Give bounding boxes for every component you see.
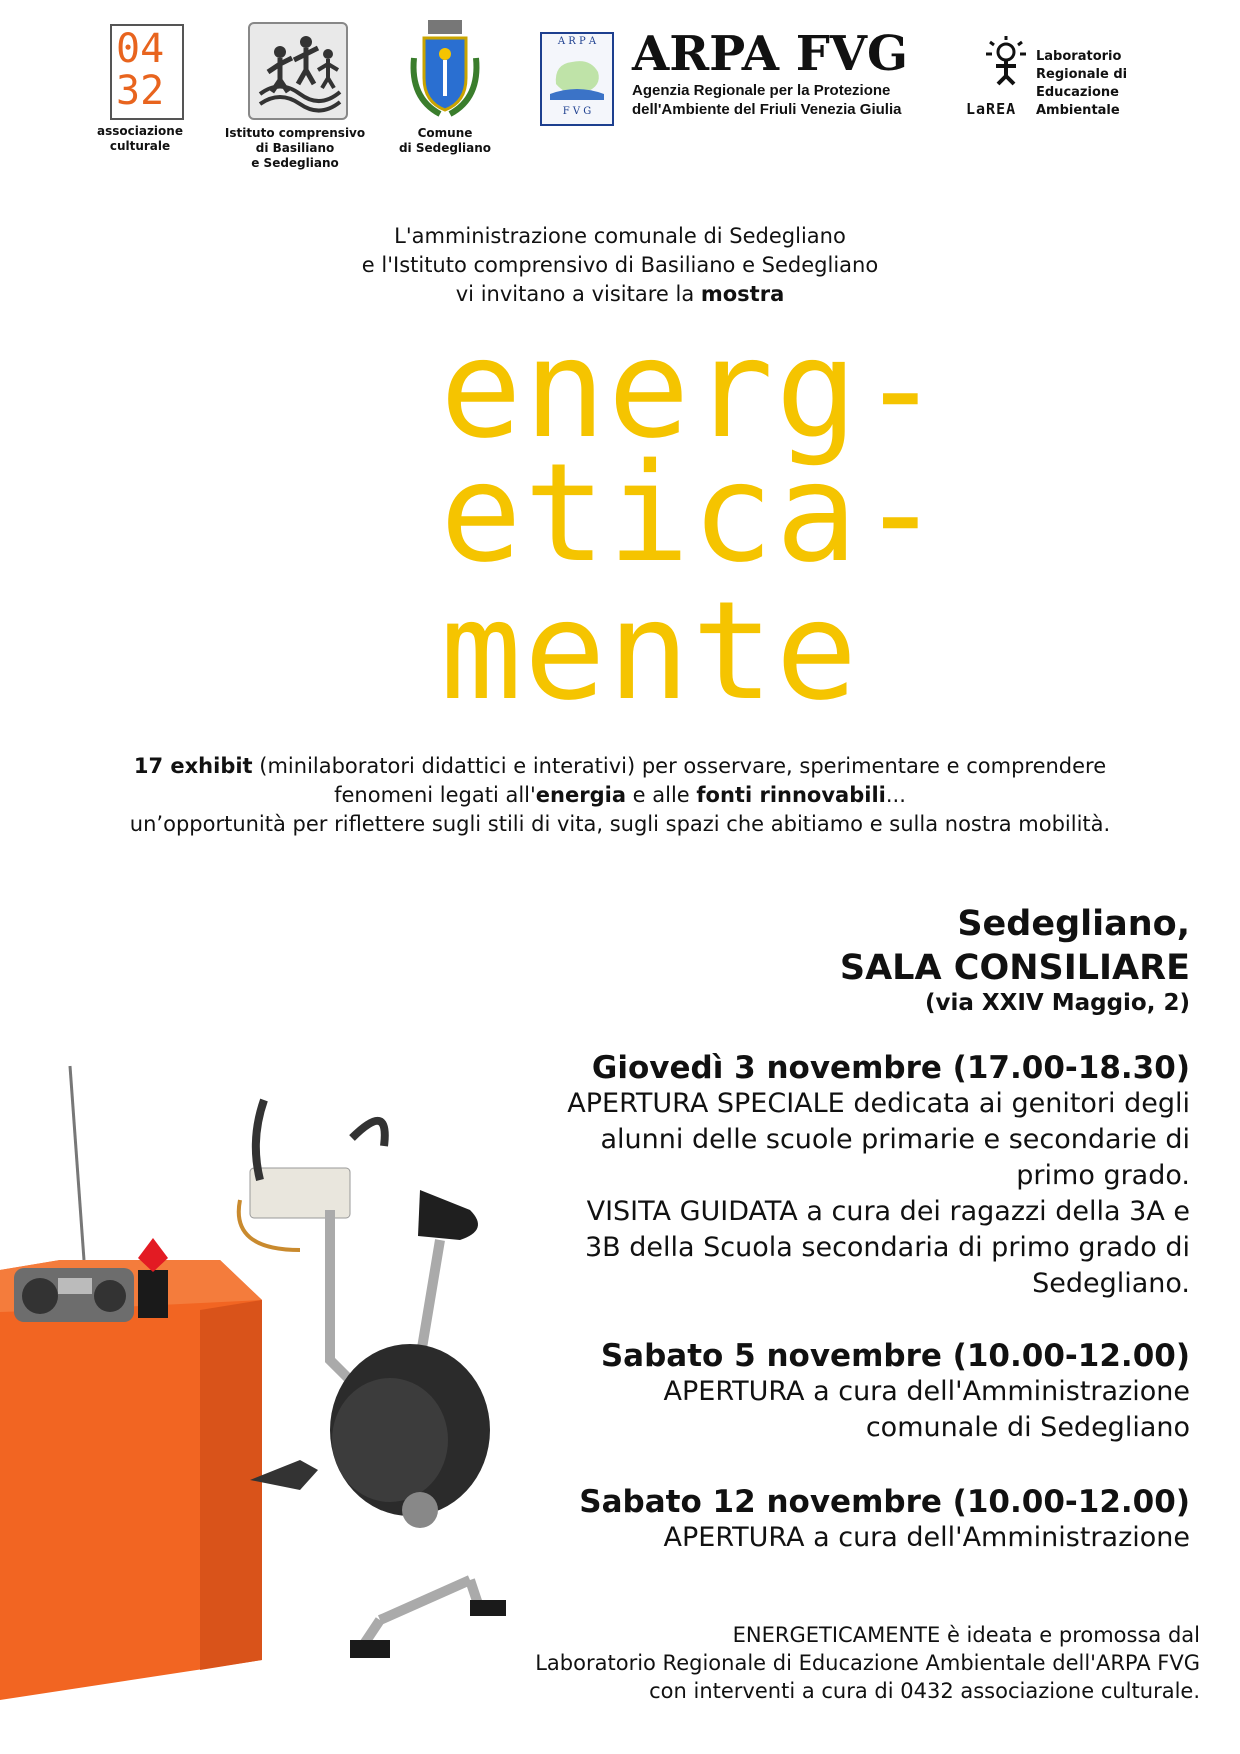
sun-figure-icon (966, 34, 1046, 86)
description-l2-e: ... (885, 783, 906, 807)
credits-line3: con interventi a cura di 0432 associazione culturale. (649, 1679, 1200, 1703)
title-line-2: etica- (440, 435, 944, 593)
logo-0432-caption: associazione culturale (97, 124, 183, 153)
intro-line3-text: vi invitano a visitare la (455, 282, 701, 306)
event-3-line: APERTURA a cura dell'Amministrazione (663, 1522, 1190, 1553)
event-3-date: Sabato 12 novembre (10.00-12.00) (579, 1484, 1190, 1520)
venue-city: Sedegliano, (957, 904, 1190, 944)
logo-istituto (248, 22, 348, 120)
title-line-1: energ- (440, 311, 944, 469)
arpa-title: ARPA FVG (632, 26, 908, 82)
logo-comune-caption: Comune di Sedegliano (398, 126, 492, 155)
logo-0432-mark-top: 04 (116, 26, 165, 72)
larea-line1: Laboratorio (1036, 49, 1122, 64)
larea-line3: Educazione (1036, 85, 1119, 100)
event-1-line: primo grado. (1016, 1160, 1190, 1191)
description-l2-fonti: fonti rinnovabili (696, 783, 886, 807)
coat-of-arms-icon (402, 18, 488, 122)
arpa-line1: Agenzia Regionale per la Protezione (632, 82, 891, 99)
larea-wordmark: LaREA (966, 100, 1017, 118)
arpa-seal-top: A R P A (557, 36, 597, 47)
description-l2-energia: energia (535, 783, 626, 807)
event-3 (390, 1484, 1190, 1556)
event-1-line: 3B della Scuola secondaria di primo grado di (584, 1232, 1190, 1263)
venue (840, 902, 1190, 990)
larea-line4: Ambientale (1036, 103, 1120, 118)
event-1 (390, 1050, 1190, 1302)
description-line2 (20, 781, 1220, 810)
arpa-line2: dell'Ambiente del Friuli Venezia Giulia (632, 101, 902, 118)
description-line1 (20, 752, 1220, 781)
description-l2-a: fenomeni legati all' (334, 783, 536, 807)
credits (440, 1621, 1200, 1705)
larea-line2: Regionale di (1036, 67, 1128, 82)
intro-line1: L'amministrazione comunale di Sedegliano (394, 224, 846, 248)
logo-istituto-caption: Istituto comprensivo di Basiliano e Sedegliano (224, 126, 366, 170)
event-1-line: VISITA GUIDATA a cura dei ragazzi della 3A e (586, 1196, 1190, 1227)
credits-line2: Laboratorio Regionale di Educazione Ambientale dell'ARPA FVG (535, 1651, 1200, 1675)
intro-line3-bold: mostra (700, 282, 785, 306)
description (20, 752, 1220, 839)
description-line3: un’opportunità per riflettere sugli stili di vita, sugli spazi che abitiamo e sulla nostra mobilità. (129, 812, 1111, 836)
logo-arpa-seal (540, 32, 614, 126)
arpa-seal-bottom: F V G (562, 106, 592, 117)
event-1-line: Sedegliano. (1032, 1268, 1190, 1299)
intro-line3 (0, 280, 1240, 309)
intro (0, 222, 1240, 309)
title-line-3: mente (440, 573, 860, 731)
logo-0432 (110, 24, 184, 120)
description-line1-text: (minilaboratori didattici e interativi) per osservare, sperimentare e comprendere (252, 754, 1107, 778)
venue-hall: SALA CONSILIARE (839, 948, 1190, 988)
logo-larea (966, 34, 1046, 86)
event-1-line: APERTURA SPECIALE dedicata ai genitori degli (567, 1088, 1190, 1119)
event-2-line: comunale di Sedegliano (865, 1412, 1190, 1443)
intro-line2: e l'Istituto comprensivo di Basiliano e Sedegliano (361, 253, 879, 277)
children-icon (250, 24, 346, 118)
venue-address: (via XXIV Maggio, 2) (924, 990, 1190, 1016)
event-3-body (390, 1520, 1190, 1556)
description-bold-exhibit: 17 exhibit (133, 754, 253, 778)
event-2-body (390, 1374, 1190, 1446)
logo-0432-mark-bottom: 32 (116, 68, 165, 114)
event-2-date: Sabato 5 novembre (10.00-12.00) (600, 1338, 1190, 1374)
description-l2-c: e alle (626, 783, 697, 807)
event-1-line: alunni delle scuole primarie e secondarie di (600, 1124, 1190, 1155)
event-2-line: APERTURA a cura dell'Amministrazione (663, 1376, 1190, 1407)
logo-comune (402, 18, 488, 122)
region-map-icon (550, 54, 604, 100)
event-1-date: Giovedì 3 novembre (17.00-18.30) (591, 1050, 1190, 1086)
credits-line1: ENERGETICAMENTE è ideata e promossa dal (732, 1623, 1200, 1647)
event-1-body (390, 1086, 1190, 1302)
event-2 (390, 1338, 1190, 1446)
larea-text (1036, 48, 1127, 120)
